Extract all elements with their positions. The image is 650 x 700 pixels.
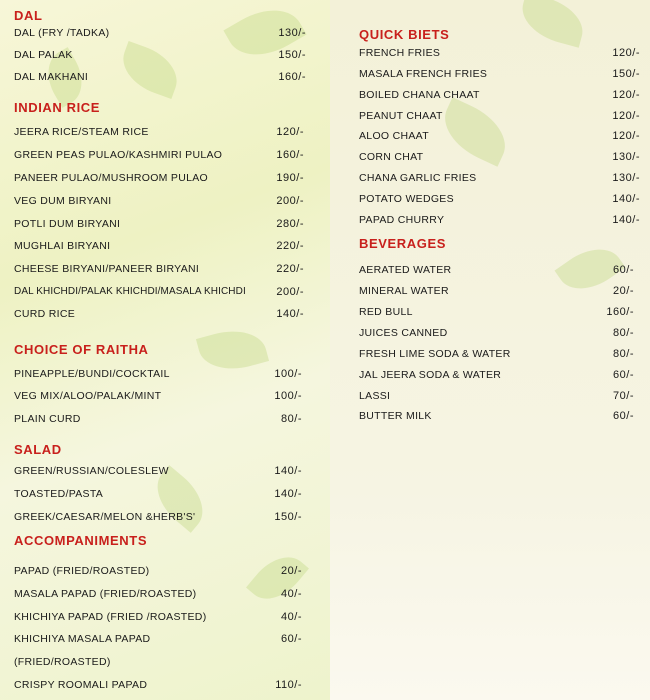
menu-item-name: PEANUT CHAAT [359, 110, 443, 122]
menu-item-name: PLAIN CURD [14, 413, 81, 425]
menu-item-name: CURD RICE [14, 308, 76, 320]
section-title-dal: DAL [14, 8, 43, 23]
menu-item-price: 200/- [276, 286, 304, 298]
menu-item-name: (FRIED/ROASTED) [14, 656, 111, 668]
menu-item-name: DAL PALAK [14, 49, 73, 61]
menu-item-name: FRENCH FRIES [359, 47, 441, 59]
menu-item-price: 110/- [275, 679, 302, 691]
menu-item-name: PAPAD (FRIED/ROASTED) [14, 565, 150, 577]
menu-item-name: GREEK/CAESAR/MELON &HERB'S' [14, 511, 196, 523]
section-title-indian-rice: INDIAN RICE [14, 100, 101, 115]
section-title-beverages: BEVERAGES [359, 236, 447, 251]
menu-item-price: 220/- [276, 240, 304, 252]
menu-item-price: 220/- [276, 263, 304, 275]
menu-item-price: 130/- [612, 151, 640, 163]
menu-item-price: 140/- [274, 488, 302, 500]
menu-item-name: AERATED WATER [359, 264, 452, 276]
menu-item-name: DAL (FRY /TADKA) [14, 27, 110, 39]
menu-item-price: 120/- [276, 126, 304, 138]
menu-item-price: 60/- [281, 633, 302, 645]
section-title-quick-biets: QUICK BIETS [359, 27, 450, 42]
menu-item-name: MINERAL WATER [359, 285, 449, 297]
menu-item-price: 60/- [613, 369, 634, 381]
menu-item-name: BOILED CHANA CHAAT [359, 89, 480, 101]
menu-item-price: 130/- [612, 172, 640, 184]
menu-item-name: PANEER PULAO/MUSHROOM PULAO [14, 172, 209, 184]
menu-item-price: 140/- [612, 214, 640, 226]
menu-item-price: 80/- [613, 348, 634, 360]
menu-item-name: ALOO CHAAT [359, 130, 429, 142]
menu-item-name: CHANA GARLIC FRIES [359, 172, 477, 184]
menu-item-price: 160/- [276, 149, 304, 161]
section-title-salad: SALAD [14, 442, 62, 457]
menu-item-price: 150/- [612, 68, 640, 80]
menu-item-name: POTATO WEDGES [359, 193, 454, 205]
menu-item-name: MASALA PAPAD (FRIED/ROASTED) [14, 588, 197, 600]
menu-item-name: PINEAPPLE/BUNDI/COCKTAIL [14, 368, 170, 380]
menu-item-price: 40/- [281, 611, 302, 623]
menu-item-price: 160/- [278, 71, 306, 83]
menu-item-price: 140/- [276, 308, 304, 320]
menu-item-name: VEG DUM BIRYANI [14, 195, 112, 207]
menu-item-price: 150/- [278, 49, 306, 61]
section-title-accompaniments: ACCOMPANIMENTS [14, 533, 148, 548]
menu-item-price: 100/- [274, 368, 302, 380]
menu-item-name: KHICHIYA PAPAD (FRIED /ROASTED) [14, 611, 207, 623]
menu-item-name: BUTTER MILK [359, 410, 432, 422]
menu-item-price: 60/- [613, 410, 634, 422]
menu-item-name: MASALA FRENCH FRIES [359, 68, 488, 80]
section-title-choice-of-raitha: CHOICE OF RAITHA [14, 342, 149, 357]
menu-item-price: 120/- [612, 47, 640, 59]
menu-item-name: JUICES CANNED [359, 327, 448, 339]
menu-item-name: FRESH LIME SODA & WATER [359, 348, 511, 360]
menu-item-price: 80/- [281, 413, 302, 425]
menu-item-name: CORN CHAT [359, 151, 424, 163]
menu-item-price: 120/- [612, 130, 640, 142]
menu-item-name: PAPAD CHURRY [359, 214, 445, 226]
menu-item-price: 190/- [276, 172, 304, 184]
menu-item-price: 60/- [613, 264, 634, 276]
menu-item-name: CHEESE BIRYANI/PANEER BIRYANI [14, 263, 200, 275]
menu-item-name: POTLI DUM BIRYANI [14, 218, 121, 230]
menu-item-name: DAL MAKHANI [14, 71, 89, 83]
menu-item-name: GREEN PEAS PULAO/KASHMIRI PULAO [14, 149, 223, 161]
menu-item-name: JAL JEERA SODA & WATER [359, 369, 502, 381]
menu-item-name: DAL KHICHDI/PALAK KHICHDI/MASALA KHICHDI [14, 286, 246, 297]
menu-item-price: 150/- [274, 511, 302, 523]
menu-item-price: 200/- [276, 195, 304, 207]
menu-item-name: LASSI [359, 390, 391, 402]
menu-item-name: MUGHLAI BIRYANI [14, 240, 111, 252]
menu-item-name: VEG MIX/ALOO/PALAK/MINT [14, 390, 162, 402]
menu-item-name: JEERA RICE/STEAM RICE [14, 126, 149, 138]
menu-item-price: 160/- [606, 306, 634, 318]
menu-item-price: 280/- [276, 218, 304, 230]
menu-item-name: RED BULL [359, 306, 413, 318]
menu-item-price: 140/- [612, 193, 640, 205]
menu-item-price: 120/- [612, 89, 640, 101]
menu-item-price: 40/- [281, 588, 302, 600]
menu-item-price: 80/- [613, 327, 634, 339]
menu-item-name: CRISPY ROOMALI PAPAD [14, 679, 148, 691]
menu-item-price: 20/- [613, 285, 634, 297]
menu-item-price: 120/- [612, 110, 640, 122]
menu-item-price: 20/- [281, 565, 302, 577]
menu-item-price: 100/- [274, 390, 302, 402]
menu-item-name: GREEN/RUSSIAN/COLESLEW [14, 465, 169, 477]
menu-item-price: 70/- [613, 390, 634, 402]
menu-item-name: KHICHIYA MASALA PAPAD [14, 633, 151, 645]
menu-item-name: TOASTED/PASTA [14, 488, 104, 500]
menu-item-price: 130/- [278, 27, 306, 39]
menu-item-price: 140/- [274, 465, 302, 477]
